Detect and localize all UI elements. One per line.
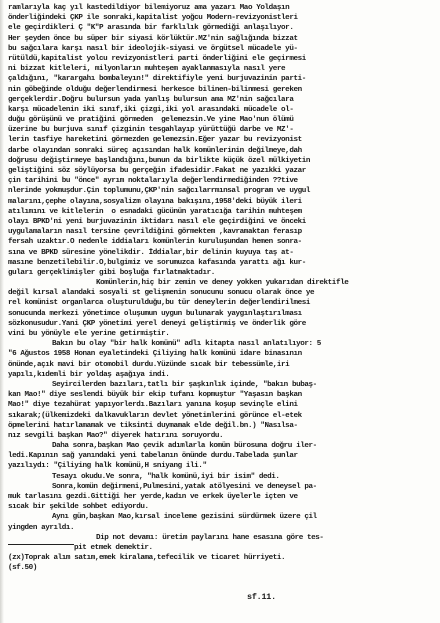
scan-edge-shadow — [0, 0, 4, 623]
body-line: sözkonusudur.Yani ÇKP yönetimi yerel deneyi geliştirmiş ve önderlik göre — [8, 319, 306, 328]
body-line: rütüldü,kapitalist yolcu revizyonistleri parti önderliğini ele geçirmesi — [8, 54, 306, 63]
body-line: "6 Ağustos 1958 Honan eyaletindeki Çiliying halk komünü idare binasının — [8, 350, 302, 359]
footnote-line-1-text: pit etmek demektir. — [74, 544, 153, 552]
body-line: kan Mao!" diye seslendi büyük bir ekip tufanı kopmuştur "Yaşasın başkan — [8, 391, 302, 400]
body-line: masıne benzetilebilir.O,bulgimiz ve sorumuzca kafasında yarattı ağı kur- — [8, 258, 306, 267]
body-line: duğu görüşünü ve pratiğini görmeden gelemezsin.Ve yine Mao'nun ölümü — [8, 116, 294, 125]
body-line: geliştiğini söz söylüyorsa bu gerçeğin ifadesidir.Fakat ne yazıkki yazar — [8, 167, 306, 175]
body-line: lerin tasfiye hareketini görmezden gelemezsin.Eğer yazar bu revizyonist — [8, 136, 302, 145]
body-line: yazılıydı: "Çiliying halk komünü,H sniyang ili." — [8, 462, 207, 471]
body-line: sonucunda merkezi yönetimce oluşumun uygun bulunarak yaygınlaştırılması — [8, 309, 302, 318]
body-line: gerçeklerdir.Doğru bulursun yada yanlış bulursun ama MZ'nin sağcılara — [8, 95, 294, 104]
footnote-block — [8, 543, 434, 574]
body-line: nız sevgili başkan Mao?" diyerek hatırını soruyordu. — [8, 431, 224, 440]
body-line: nlerinde yokmuşdur.Çin toplumunu,ÇKP'nin sağcılarrmınsal program ve uygul — [8, 187, 311, 196]
body-line: Seyircilerden bazıları,tatlı bir şaşkınlık içinde, "bakın bubaş- — [52, 380, 317, 389]
body-line: sıcak bir şekilde sohbet ediyordu. — [8, 503, 149, 512]
body-line: karşı mücadelenin iki sınıf,iki çizgi,iki yol arasındaki mücadele ol- — [8, 105, 294, 114]
footnote-rule — [8, 544, 74, 545]
body-line: sına ve BPKD süresine yönelikdir. İddialar,bir delinin kuyuya taş at- — [8, 248, 294, 257]
body-line: yapılı,kıdemli bir yoldaş aşağıya indi. — [8, 370, 170, 379]
page-number: sf.11. — [247, 592, 276, 602]
body-line: sıkarak;(ülkemizdeki dalkavukların devlet yönetimlerini görünce el-etek — [8, 411, 302, 420]
body-line: darbe olayından sonraki süreç açısından halk komünlerinin değilmeye,dah — [8, 146, 302, 155]
body-line: değil kırsal alandaki sosyali st gelişmenin sonucunu sonucu olarak önce ye — [8, 289, 315, 298]
body-line: öpmelerini hatırlamamak ve tiksinti duymamak elde değil.bn.) "Nasılsa- — [8, 421, 298, 430]
body-line: Aynı gün,başkan Mao,kırsal inceleme gezisini sürdürmek üzere çil — [52, 513, 317, 522]
body-line: Bakın bu olay "bir halk komünü" adlı kitapta nasıl anlatılıyor: 5 — [52, 340, 321, 349]
body-line: nin göbeğinde olduğu değerlendirmesi herkesce bilinen-bilinmesi gereken — [8, 85, 302, 94]
body-line: Dip not devamı: üretim paylarını hane esasına göre tes- — [96, 533, 324, 542]
body-line: atılımını ve kitlelerin o esnadaki gücünün yaratıcığa tarihin muhteşem — [8, 207, 302, 216]
body-line: yingden ayrıldı. — [8, 523, 75, 532]
body-line: doğrusu değiştirmeye başlandığını,bunun da birlikte küçük özel mülkiyetin — [8, 156, 311, 165]
body-line: uygulamaların nasıl tersine çevrildiğini görmektem ,kavramaktan ferasıp — [8, 228, 302, 237]
body-line: malarını,çephe olayına,sosyalizm olayına bakışını,1958'deki büyük ileri — [8, 197, 302, 206]
body-line: ramlarıyla kaç yıl kastedildiyor bilemiyoruz ama yazarı Mao Yoldaşın — [8, 4, 290, 12]
body-line: önünde,açık mavi bir otomobil durdu.Yüzünde sıcak bir tebessümle,iri — [8, 360, 290, 369]
body-line: muk tarlasını gezdi.Gittiği her yerde,kadın ve erkek üyelerle içten ve — [8, 493, 298, 501]
body-line: Sonra,komün değirmeni,Pulmesini,yatak atölyesini ve deneysel pa- — [52, 482, 317, 491]
body-line: Her şeyden önce bu süper bir siyasi körlüktür.MZ'nin sağlığında bizzat — [8, 34, 298, 43]
body-line: olayı BPKD'ni yeni burjuvazinin iktidarı nasıl ele geçirdiğini ve önceki — [8, 217, 306, 226]
body-line: ele geçirdikleri Ç "K"P arasında bir farklılık görmediği anlaşılıyor. — [8, 24, 294, 33]
body-line: önderliğindeki ÇKP ile sonraki,kapitalist yoğcu Modern-revizyonistleri — [8, 14, 298, 23]
typewritten-body-text — [8, 3, 434, 543]
body-line: rel komünist organlarca oluşturulduğu,bu tür deneylerin değerlendirilmesi — [8, 299, 311, 308]
body-line: ledi.Kapının sağ yanındaki yeni tabelanın önünde durdu.Tabelada şunlar — [8, 452, 298, 461]
footnote-line-2: (zx)Toprak alım satım,emek kiralama,tefecilik ve ticaret hürriyeti. — [8, 554, 286, 563]
footnote-line-3: (sf.50) — [8, 564, 37, 573]
body-line: Daha sonra,başkan Mao çevik adımlarla komün bürosuna doğru iler- — [52, 442, 317, 451]
body-line: çaldığını, "karargahı bombaleyın!" direktifiyle yeni burjuvazinin parti- — [8, 75, 306, 84]
body-line: guları gerçeklimişler gibi boşluğa fırlatmaktadır. — [8, 268, 215, 277]
body-line: ni bizzat kitleleri, milyonların muhteşem ayaklanmasıyla nasıl yere — [8, 65, 286, 74]
body-line: Tesayı okudu.Ve sonra, "halk komünü,iyi bir isim" dedi. — [52, 472, 280, 481]
body-line: Komünlerin,hiç bir zemin ve deney yokken yukarıdan direktifle — [96, 279, 349, 288]
body-line: fersah uzaktır.O nedenle iddiaları komünlerin kuruluşundan hemen sonra- — [8, 238, 302, 247]
body-line: Mao!" diye tezahürat yapıyorlerdı.Bazıları yanına koşup sevinçle elini — [8, 401, 298, 410]
body-line: üzerine bu burjuva sınıf çizginin tesgahlayıp yürüttüğü darbe ve MZ'- — [8, 126, 294, 135]
body-line: vini bu yönüyle ele yerine getirmiştir. — [8, 330, 170, 338]
footnote-line-1 — [8, 543, 434, 553]
body-line: bu sağcılara karşı nasıl bir ideolojik-siyasi ve örgütsel mücadele yü- — [8, 44, 298, 53]
body-line: çin tarihini bu "önce" ayrım noktalarıyla değerlendirmediğinden ??tive — [8, 177, 298, 186]
